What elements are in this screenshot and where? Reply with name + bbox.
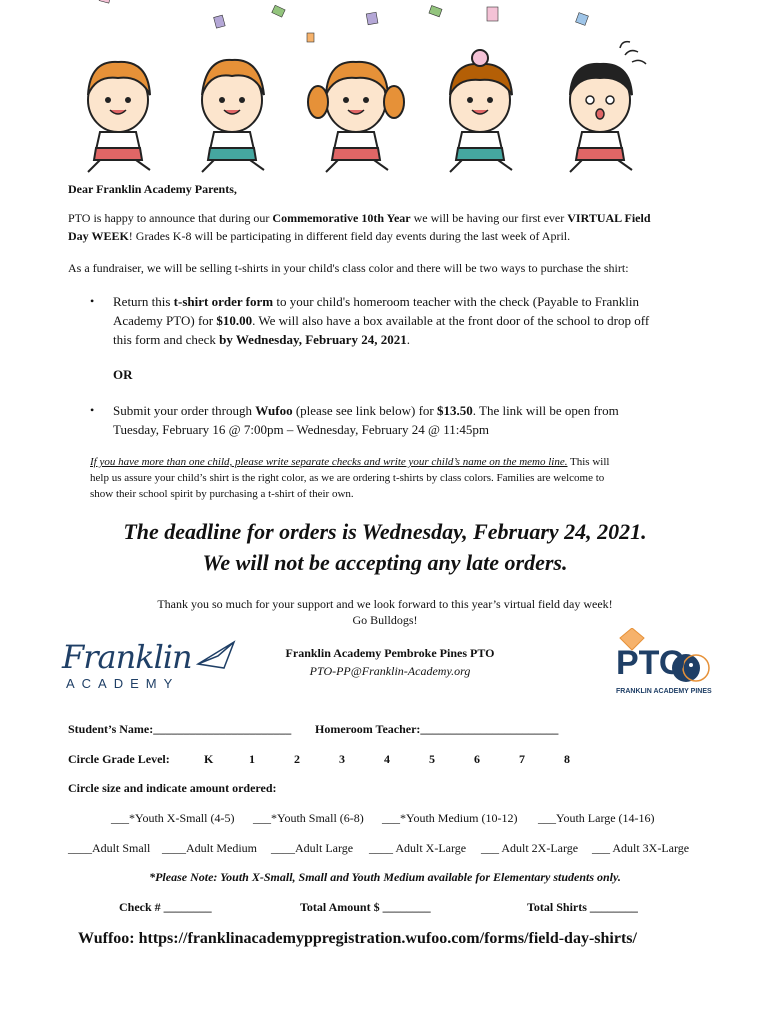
size-adult-2xlarge[interactable]: ___ Adult 2X-Large <box>481 841 579 855</box>
grade-option-3[interactable]: 3 <box>339 752 345 766</box>
size-adult-large[interactable]: ____Adult Large <box>271 841 354 855</box>
size-adult-medium[interactable]: ____Adult Medium <box>162 841 257 855</box>
thanks-text <box>0 596 770 628</box>
kid-2-illustration <box>202 60 264 172</box>
homeroom-teacher-field[interactable]: Homeroom Teacher:_______________________ <box>315 722 559 736</box>
deadline-line-2: We will not be accepting any late orders. <box>202 550 568 575</box>
bullet-1-dot: • <box>90 294 95 308</box>
check-number-field[interactable]: Check # ________ <box>119 900 212 914</box>
total-shirts-field[interactable]: Total Shirts ________ <box>527 900 638 914</box>
franklin-wordmark: Franklin <box>62 638 192 676</box>
size-youth-xsmall[interactable]: ___*Youth X-Small (4-5) <box>111 811 235 825</box>
grade-option-4[interactable]: 4 <box>384 752 390 766</box>
size-adult-xlarge[interactable]: ____ Adult X-Large <box>369 841 467 855</box>
go-bulldogs: Go Bulldogs! <box>352 613 418 627</box>
wufoo-link[interactable]: Wuffoo: https://franklinacademyppregistration.wufoo.com/forms/field-day-shirts/ <box>78 930 637 947</box>
size-adult-small[interactable]: ____Adult Small <box>68 841 151 855</box>
size-youth-small[interactable]: ___*Youth Small (6-8) <box>253 811 364 825</box>
confetti-decoration <box>99 0 588 42</box>
grade-option-1[interactable]: 1 <box>249 752 255 766</box>
size-youth-medium[interactable]: ___*Youth Medium (10-12) <box>382 811 518 825</box>
student-name-field[interactable]: Student’s Name:_______________________ <box>68 722 292 736</box>
academy-wordmark: ACADEMY <box>66 676 180 691</box>
kid-3-illustration <box>308 62 404 172</box>
grade-option-8[interactable]: 8 <box>564 752 570 766</box>
grade-option-7[interactable]: 7 <box>519 752 525 766</box>
kid-5-illustration <box>570 42 646 172</box>
grade-option-5[interactable]: 5 <box>429 752 435 766</box>
grade-option-6[interactable]: 6 <box>474 752 480 766</box>
bullet-2-dot: • <box>90 403 95 417</box>
grade-option-2[interactable]: 2 <box>294 752 300 766</box>
total-amount-field[interactable]: Total Amount $ ________ <box>300 900 431 914</box>
bullet-option-2: Submit your order through Wufoo (please see link below) for $13.50. The link will be open from Tuesday, February 16 @ 7:00pm – Wednesday, February 24 @ 11:45pm <box>113 403 619 437</box>
pto-logo-subtitle: FRANKLIN ACADEMY PINES <box>616 688 712 695</box>
pto-name: Franklin Academy Pembroke Pines PTO <box>285 646 495 660</box>
pto-logo-text: PTO <box>616 644 686 682</box>
thanks-line: Thank you so much for your support and we look forward to this year’s virtual field day week! <box>157 597 613 611</box>
or-separator: OR <box>113 367 133 382</box>
header-illustration <box>60 0 710 175</box>
size-adult-3xlarge[interactable]: ___ Adult 3X-Large <box>592 841 690 855</box>
kid-4-illustration <box>450 50 512 172</box>
intro-paragraph: PTO is happy to announce that during our Commemorative 10th Year we will be having our first ever VIRTUAL Field Day WEEK! Grades K-8 will be participating in different field day events during the last week of April. <box>68 211 651 243</box>
pto-email: PTO-PP@Franklin-Academy.org <box>309 664 471 678</box>
franklin-academy-logo <box>60 636 240 696</box>
paper-plane-icon <box>196 640 236 670</box>
kid-1-illustration <box>88 62 150 172</box>
greeting: Dear Franklin Academy Parents, <box>68 182 237 196</box>
grade-option-k[interactable]: K <box>204 752 214 766</box>
size-youth-large[interactable]: ___Youth Large (14-16) <box>538 811 655 825</box>
size-label: Circle size and indicate amount ordered: <box>68 781 277 795</box>
memo-note: If you have more than one child, please write separate checks and write your child’s name on the memo line. This will help us assure your child’s shirt is the right color, as we are ordering t-shirts by class colors. Families are welcome to show their school spirit by purchasing a t-shirt of their own. <box>90 456 610 500</box>
deadline-line-1: The deadline for orders is Wednesday, February 24, 2021. <box>123 519 647 544</box>
pto-contact <box>250 644 530 680</box>
size-availability-note: *Please Note: Youth X-Small, Small and Youth Medium available for Elementary students only. <box>149 870 621 884</box>
bullet-option-1: Return this t-shirt order form to your child's homeroom teacher with the check (Payable to Franklin Academy PTO) for $10.00. We will also have a box available at the front door of the school to drop off this form and check by Wednesday, February 24, 2021. <box>113 294 650 347</box>
fundraiser-paragraph: As a fundraiser, we will be selling t-shirts in your child's class color and there will be two ways to purchase the shirt: <box>68 261 629 275</box>
grade-level-label: Circle Grade Level: <box>68 752 170 766</box>
pto-logo <box>612 628 712 706</box>
